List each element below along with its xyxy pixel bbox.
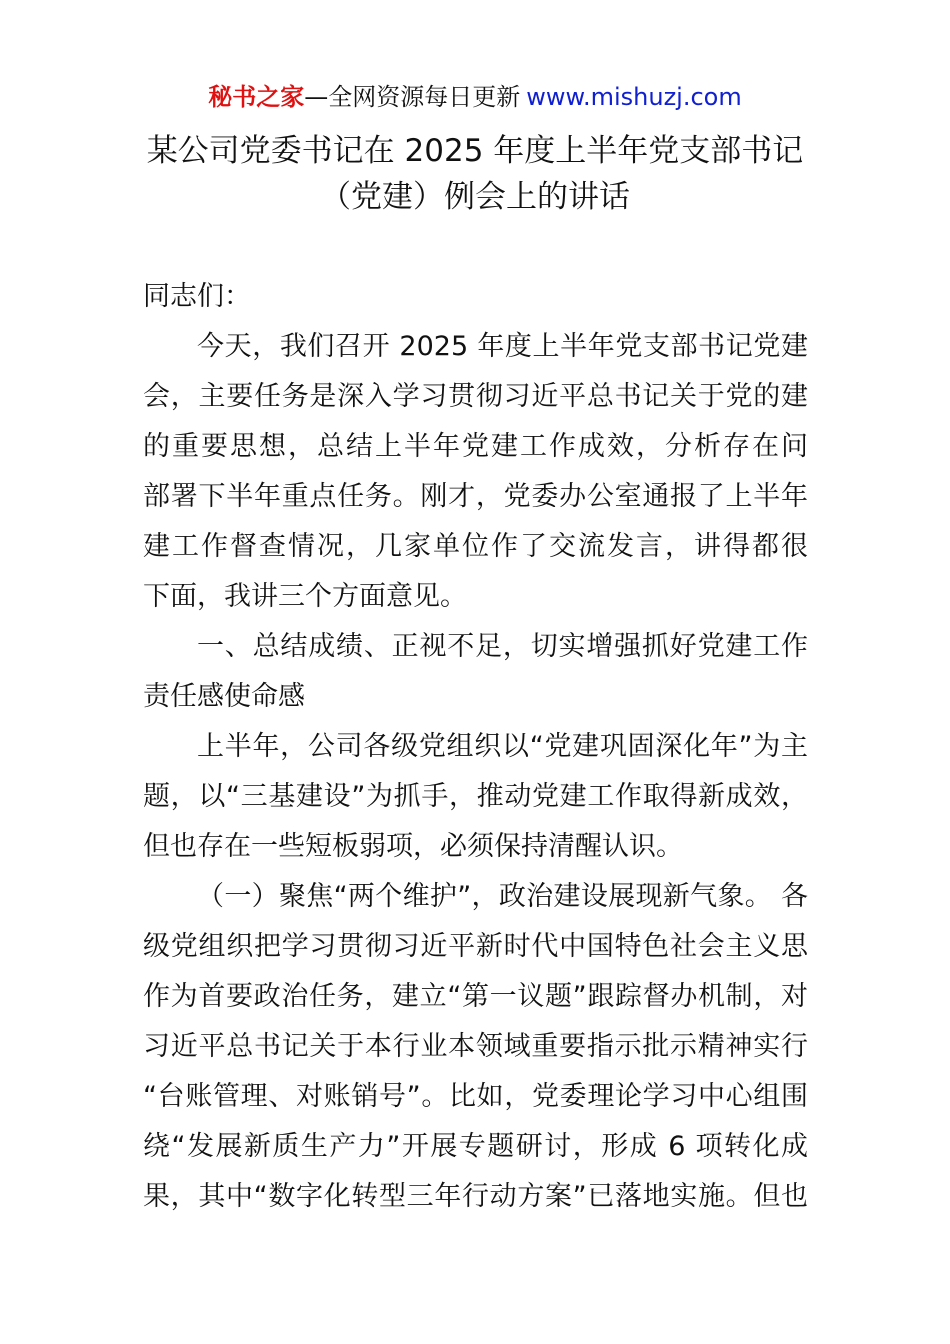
- title-line-2: （党建）例会上的讲话: [320, 179, 630, 215]
- site-header: [0, 80, 950, 114]
- body-line: 的重要思想，总结上半年党建工作成效，分析存在问: [143, 431, 808, 462]
- body-line: “台账管理、对账销号”。比如，党委理论学习中心组围: [143, 1081, 808, 1112]
- body-line: 今天，我们召开 2025 年度上半年党支部书记党建: [197, 331, 808, 362]
- salutation: 同志们：: [143, 281, 251, 312]
- section-heading-line: 一、总结成绩、正视不足，切实增强抓好党建工作: [197, 631, 808, 662]
- body-line: 题，以“三基建设”为抓手，推动党建工作取得新成效，: [143, 781, 808, 812]
- body-line: 绕“发展新质生产力”开展专题研讨，形成 6 项转化成: [143, 1131, 808, 1162]
- document-title: [100, 128, 850, 220]
- section-heading-line: 责任感使命感: [143, 681, 305, 712]
- body-line: 但也存在一些短板弱项，必须保持清醒认识。: [143, 831, 683, 862]
- document-body: [143, 272, 808, 1222]
- body-line: 下面，我讲三个方面意见。: [143, 581, 467, 612]
- body-line: 部署下半年重点任务。刚才，党委办公室通报了上半年: [143, 481, 808, 512]
- body-line: 会，主要任务是深入学习贯彻习近平总书记关于党的建: [143, 381, 808, 412]
- subsection-line: （一）聚焦“两个维护”，政治建设展现新气象。 各: [197, 881, 808, 912]
- body-line: 上半年，公司各级党组织以“党建巩固深化年”为主: [197, 731, 808, 762]
- site-name: 秘书之家: [208, 83, 305, 111]
- body-line: 作为首要政治任务，建立“第一议题”跟踪督办机制，对: [143, 981, 808, 1012]
- body-line: 级党组织把学习贯彻习近平新时代中国特色社会主义思: [143, 931, 808, 962]
- site-tagline: —全网资源每日更新: [304, 83, 521, 111]
- body-line: 建工作督查情况，几家单位作了交流发言，讲得都很: [143, 531, 808, 562]
- title-line-1: 某公司党委书记在 2025 年度上半年党支部书记: [146, 133, 804, 169]
- site-url-link[interactable]: www.mishuzj.com: [526, 83, 742, 111]
- body-line: 习近平总书记关于本行业本领域重要指示批示精神实行: [143, 1031, 808, 1062]
- body-line: 果，其中“数字化转型三年行动方案”已落地实施。但也: [143, 1181, 808, 1212]
